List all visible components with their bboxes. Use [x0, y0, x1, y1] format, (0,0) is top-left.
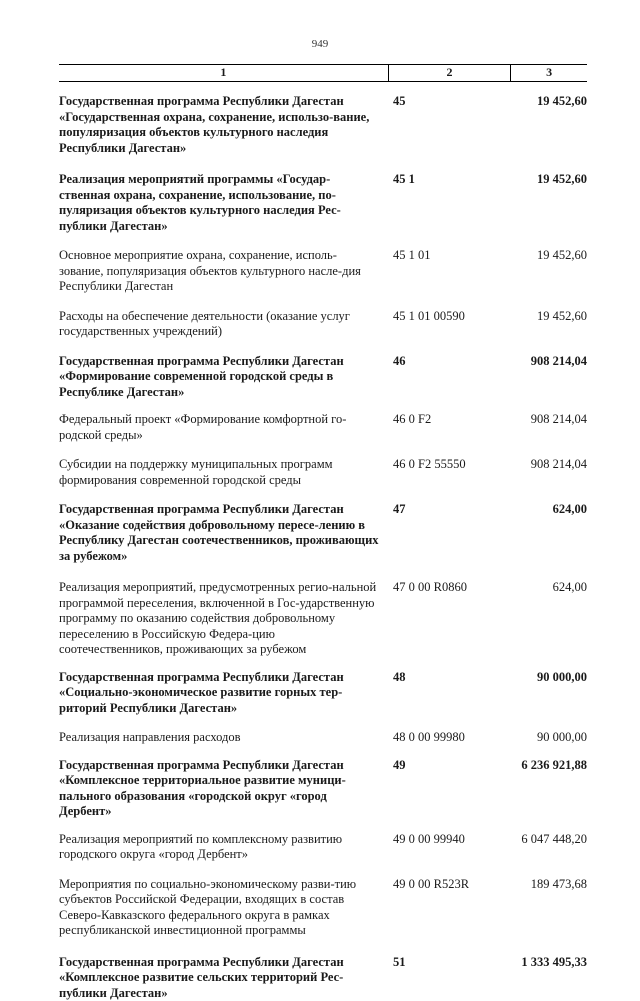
- table-row: [59, 172, 587, 234]
- row-amount: 19 452,60: [511, 248, 587, 295]
- row-amount: 6 047 448,20: [511, 832, 587, 863]
- row-amount: 19 452,60: [511, 309, 587, 340]
- row-code: 45 1 01: [389, 248, 511, 295]
- row-amount: 6 236 921,88: [511, 758, 587, 820]
- table-body: [59, 94, 587, 1001]
- row-amount: 189 473,68: [511, 877, 587, 939]
- row-name: Реализация направления расходов: [59, 730, 389, 746]
- row-code: 47 0 00 R0860: [389, 580, 511, 658]
- table-row: [59, 955, 587, 1001]
- row-name: Государственная программа Республики Дагестан «Комплексное развитие сельских территорий Рес-публики Дагестан»: [59, 955, 389, 1001]
- row-amount: 624,00: [511, 580, 587, 658]
- row-name: Реализация мероприятий, предусмотренных регио-нальной программой переселения, включенной в Гос-ударственную программу по оказанию содействия добровольному переселению в Российскую Федера-цию соотечественников, проживающих за рубежом: [59, 580, 389, 658]
- row-name: Федеральный проект «Формирование комфортной го-родской среды»: [59, 412, 389, 443]
- row-name: Государственная программа Республики Дагестан «Социально-экономическое развитие горных тер-риторий Республики Дагестан»: [59, 670, 389, 717]
- row-amount: 19 452,60: [511, 94, 587, 156]
- row-amount: 908 214,04: [511, 412, 587, 443]
- table-row: [59, 94, 587, 156]
- row-name: Расходы на обеспечение деятельности (оказание услуг государственных учреждений): [59, 309, 389, 340]
- row-name: Государственная программа Республики Дагестан «Формирование современной городской среды в Республике Дагестан»: [59, 354, 389, 401]
- row-code: 47: [389, 502, 511, 564]
- budget-table: [59, 64, 587, 1001]
- row-code: 51: [389, 955, 511, 1001]
- table-row: [59, 670, 587, 717]
- table-row: [59, 248, 587, 295]
- row-amount: 908 214,04: [511, 354, 587, 401]
- row-name: Реализация мероприятий по комплексному развитию городского округа «город Дербент»: [59, 832, 389, 863]
- page-number: 949: [0, 38, 640, 50]
- table-row: [59, 412, 587, 443]
- row-amount: 1 333 495,33: [511, 955, 587, 1001]
- table-row: [59, 730, 587, 746]
- table-row: [59, 758, 587, 820]
- row-name: Субсидии на поддержку муниципальных программ формирования современной городской среды: [59, 457, 389, 488]
- row-name: Мероприятия по социально-экономическому разви-тию субъектов Российской Федерации, входящих в состав Северо-Кавказского федерального округа в рамках республиканской инвестиционной программы: [59, 877, 389, 939]
- table-row: [59, 309, 587, 340]
- row-code: 45: [389, 94, 511, 156]
- row-code: 45 1: [389, 172, 511, 234]
- row-name: Государственная программа Республики Дагестан «Государственная охрана, сохранение, использо-вание, популяризация объектов культурного наследия Республики Дагестан»: [59, 94, 389, 156]
- row-code: 49 0 00 99940: [389, 832, 511, 863]
- row-amount: 624,00: [511, 502, 587, 564]
- row-amount: 908 214,04: [511, 457, 587, 488]
- row-name: Государственная программа Республики Дагестан «Оказание содействия добровольному пересе-лению в Республику Дагестан соотечественников, проживающих за рубежом»: [59, 502, 389, 564]
- column-header-code: 2: [389, 65, 512, 81]
- row-code: 49 0 00 R523R: [389, 877, 511, 939]
- table-row: [59, 832, 587, 863]
- column-header-amount: 3: [511, 65, 587, 81]
- table-header: [59, 64, 587, 82]
- row-code: 46 0 F2: [389, 412, 511, 443]
- row-name: Основное мероприятие охрана, сохранение, исполь-зование, популяризация объектов культурного насле-дия Республики Дагестан: [59, 248, 389, 295]
- row-amount: 90 000,00: [511, 730, 587, 746]
- row-name: Государственная программа Республики Дагестан «Комплексное территориальное развитие муници-пального образования «городской округ «город Дербент»: [59, 758, 389, 820]
- row-name: Реализация мероприятий программы «Государ-ственная охрана, сохранение, использование, по-пуляризация объектов культурного наследия Рес-публики Дагестан»: [59, 172, 389, 234]
- row-code: 46 0 F2 55550: [389, 457, 511, 488]
- row-code: 49: [389, 758, 511, 820]
- column-header-name: 1: [59, 65, 389, 81]
- row-code: 45 1 01 00590: [389, 309, 511, 340]
- table-row: [59, 457, 587, 488]
- row-code: 46: [389, 354, 511, 401]
- table-row: [59, 354, 587, 401]
- table-row: [59, 580, 587, 658]
- row-code: 48: [389, 670, 511, 717]
- table-row: [59, 877, 587, 939]
- row-amount: 19 452,60: [511, 172, 587, 234]
- row-amount: 90 000,00: [511, 670, 587, 717]
- table-row: [59, 502, 587, 564]
- row-code: 48 0 00 99980: [389, 730, 511, 746]
